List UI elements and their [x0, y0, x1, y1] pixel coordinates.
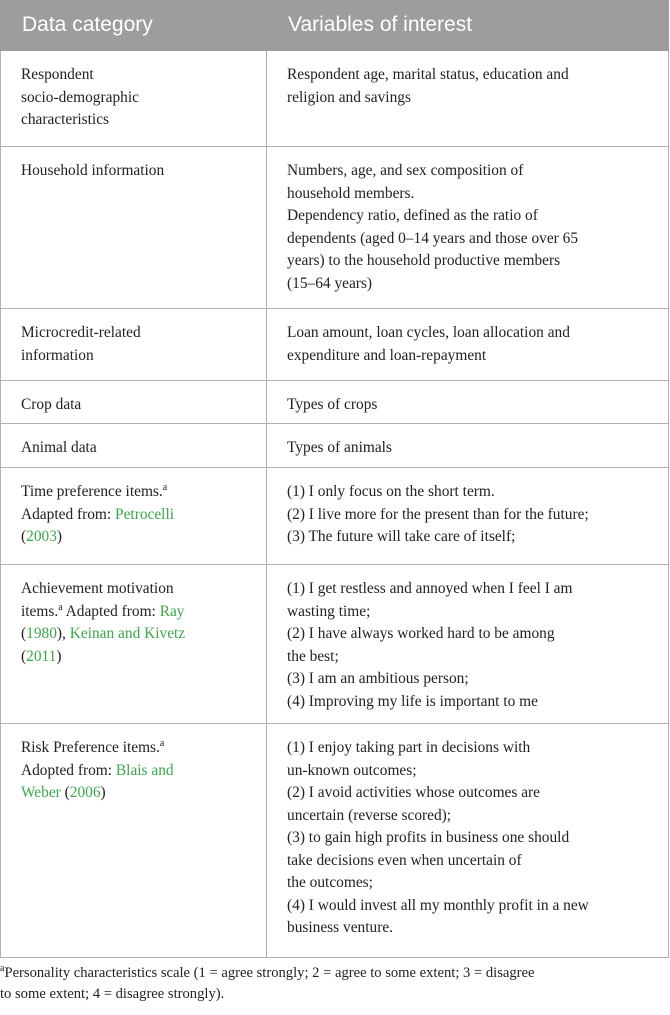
table-row — [1, 51, 669, 147]
header-variables-of-interest: Variables of interest — [267, 1, 669, 51]
category-cell: Animal data — [1, 424, 267, 468]
category-cell: Risk Preference items.$^a$ Adopted from: Blais and Weber (2006) — [1, 724, 267, 958]
category-cell: Respondent socio-demographic characteristics — [1, 51, 267, 147]
variables-cell: Numbers, age, and sex composition of household members. Dependency ratio, defined as the ratio of dependents (aged 0–14 years and those over 65 years) to the household productive members (15–64 years) — [267, 147, 669, 309]
ref-link-keinan-kivetz[interactable]: Keinan and Kivetz — [69, 625, 186, 642]
variables-cell: (1) I enjoy taking part in decisions with un-known outcomes; (2) I avoid activities whose outcomes are uncertain (reverse scored); (3) to gain high profits in business one should take decisions even when uncertain of the outcomes; (4) I would invest all my monthly profit in a new business venture. — [267, 724, 669, 958]
variables-cell: Loan amount, loan cycles, loan allocation and expenditure and loan-repayment — [267, 309, 669, 381]
ref-link-petrocelli-year[interactable]: 2003 — [26, 528, 57, 545]
variables-cell: Respondent age, marital status, education and religion and savings — [267, 51, 669, 147]
table-row — [1, 147, 669, 309]
table-row — [1, 468, 669, 565]
table-row — [1, 565, 669, 724]
table-row — [1, 724, 669, 958]
category-cell: Time preference items.$^a$ Adapted from: Petrocelli (2003) — [1, 468, 267, 565]
ref-link-petrocelli[interactable]: Petrocelli — [115, 505, 175, 523]
category-cell: Microcredit-related information — [1, 309, 267, 381]
category-cell: Household information — [1, 147, 267, 309]
variables-cell: Types of crops — [267, 381, 669, 424]
ref-link-weber[interactable]: Weber — [21, 784, 61, 801]
header-data-category: Data category — [1, 1, 267, 51]
ref-link-blais-weber[interactable]: Blais and — [115, 761, 174, 779]
variables-cell: Types of animals — [267, 424, 669, 468]
header-row — [1, 1, 669, 51]
table-row — [1, 309, 669, 381]
category-cell: Achievement motivation items.$^a$ Adapted from: Ray (1980), Keinan and Kivetz (2011) — [1, 565, 267, 724]
ref-link-ray-year[interactable]: 1980 — [26, 625, 57, 642]
ref-link-ray[interactable]: Ray — [159, 602, 185, 620]
category-cell: Crop data — [1, 381, 267, 424]
table-row — [1, 424, 669, 468]
ref-link-blais-weber-year[interactable]: 2006 — [69, 784, 101, 801]
table-row — [1, 381, 669, 424]
variables-cell: (1) I get restless and annoyed when I feel I am wasting time; (2) I have always worked hard to be among the best; (3) I am an ambitious person; (4) Improving my life is important to me — [267, 565, 669, 724]
table-footnote: $^a$Personality characteristics scale (1 = agree strongly; 2 = agree to some extent; 3 = disagree to some extent; 4 = disagree strongly). — [0, 963, 535, 1002]
ref-link-keinan-kivetz-year[interactable]: 2011 — [26, 647, 57, 665]
variables-cell: (1) I only focus on the short term. (2) I live more for the present than for the future; (3) The future will take care of itself; — [267, 468, 669, 565]
